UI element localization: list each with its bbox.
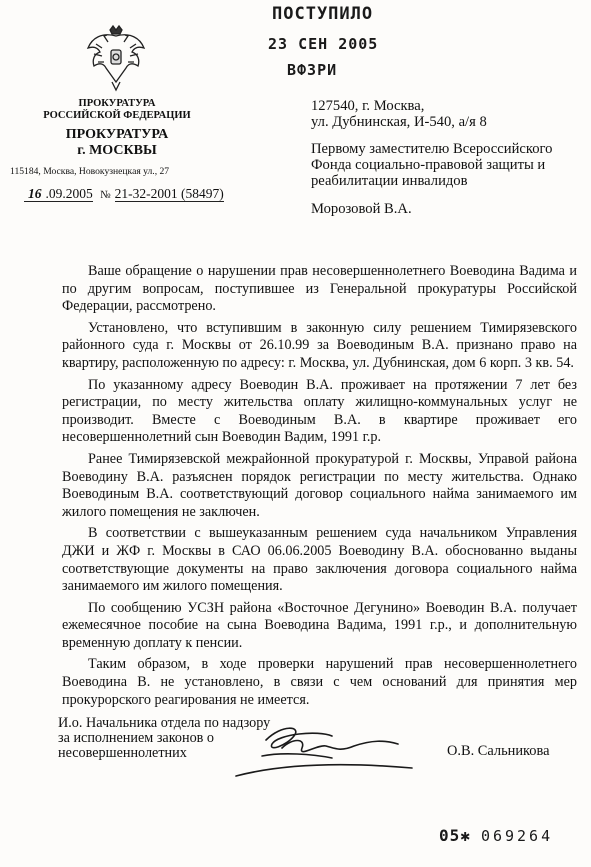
body-paragraph: Ваше обращение о нарушении прав несовершеннолетнего Воеводина Вадима и по другим вопросам, поступившее из Генеральной прокуратуры Российской Федерации, рассмотрено. bbox=[62, 263, 577, 315]
recipient-title-line3: реабилитации инвалидов bbox=[311, 173, 468, 189]
org-name-line3: ПРОКУРАТУРА bbox=[65, 127, 169, 143]
asterisk-icon: ✱ bbox=[460, 826, 471, 845]
body-paragraph: По сообщению УСЗН района «Восточное Дегунино» Воеводин В.А. получает ежемесячное пособие на сына Воеводина Вадима, 1991 г.р., и дополнительную временную доплату к пенсии. bbox=[62, 599, 577, 651]
received-stamp: ПОСТУПИЛО bbox=[272, 4, 374, 24]
body-paragraph: По указанному адресу Воеводин В.А. проживает на протяжении 7 лет без регистрации, по месту жительства оплату жилищно-коммунальных услуг не производит. Вместе с Воеводиным В.А. в квартире проживает его несовершеннолетний сын Воеводин Вадим, 1991 г.р. bbox=[62, 376, 577, 446]
handwritten-signature bbox=[222, 718, 432, 788]
coat-of-arms-icon bbox=[84, 24, 148, 94]
org-block bbox=[18, 98, 216, 159]
recipient-block bbox=[311, 98, 581, 217]
serial-value: 069264 bbox=[480, 827, 554, 845]
reference-number: 21-32-2001 (58497) bbox=[114, 186, 224, 201]
signatory-title-line3: несовершеннолетних bbox=[58, 745, 187, 761]
body-paragraph: Таким образом, в ходе проверки нарушений прав несовершеннолетнего Воеводина В. не установлено, в связи с чем оснований для принятия мер прокурорского реагирования не имеется. bbox=[62, 656, 577, 708]
signatory-title-line1: И.о. Начальника отдела по надзору bbox=[58, 715, 271, 731]
serial-prefix: 05 bbox=[439, 826, 461, 845]
org-address: 115184, Москва, Новокузнецкая ул., 27 bbox=[10, 166, 170, 177]
recipient-address-line1: 127540, г. Москва, bbox=[311, 98, 425, 114]
recipient-title-line2: Фонда социально-правовой защиты и bbox=[311, 157, 546, 173]
recipient-title-line1: Первому заместителю Всероссийского bbox=[311, 141, 553, 157]
reference-day: 16 bbox=[24, 186, 46, 202]
recipient-name: Морозовой В.А. bbox=[311, 201, 412, 217]
letter-body bbox=[62, 263, 577, 709]
org-name-line2: РОССИЙСКОЙ ФЕДЕРАЦИИ bbox=[43, 110, 191, 122]
body-paragraph: В соответствии с вышеуказанным решением суда начальником Управления ДЖИ и ЖФ г. Москвы в САО 06.06.2005 Воеводину В.А. обоснованно выданы соответствующие документы на право заключения договора социального найма занимаемого им жилого помещения. bbox=[62, 525, 577, 595]
serial-number bbox=[439, 826, 553, 845]
received-stamp-date: 23 СЕН 2005 bbox=[268, 35, 379, 53]
reference-line bbox=[24, 186, 224, 202]
signatory-name: О.В. Сальникова bbox=[447, 743, 550, 759]
received-stamp-org: ВФЗРИ bbox=[287, 61, 338, 79]
body-paragraph: Ранее Тимирязевской межрайонной прокуратурой г. Москвы, Управой района Воеводину В.А. разъяснен порядок регистрации по месту жительства. Однако Воеводиным В.А. соответствующий договор социального найма занимаемого им жилого помещения не заключен. bbox=[62, 450, 577, 520]
body-paragraph: Установлено, что вступившим в законную силу решением Тимирязевского районного суда г. Москвы от 26.10.99 за Воеводиным В.А. признано право на квартиру, расположенную по адресу: г. Москва, ул. Дубнинская, дом 6 корп. 3 кв. 54. bbox=[62, 319, 577, 371]
org-name-line1: ПРОКУРАТУРА bbox=[78, 98, 156, 109]
reference-no-label: № bbox=[100, 189, 111, 201]
recipient-address-line2: ул. Дубнинская, И-540, а/я 8 bbox=[311, 114, 487, 130]
org-name-line4: г. МОСКВЫ bbox=[77, 143, 157, 159]
signatory-title-line2: за исполнением законов о bbox=[58, 730, 215, 746]
reference-date: .09.2005 bbox=[45, 186, 93, 201]
